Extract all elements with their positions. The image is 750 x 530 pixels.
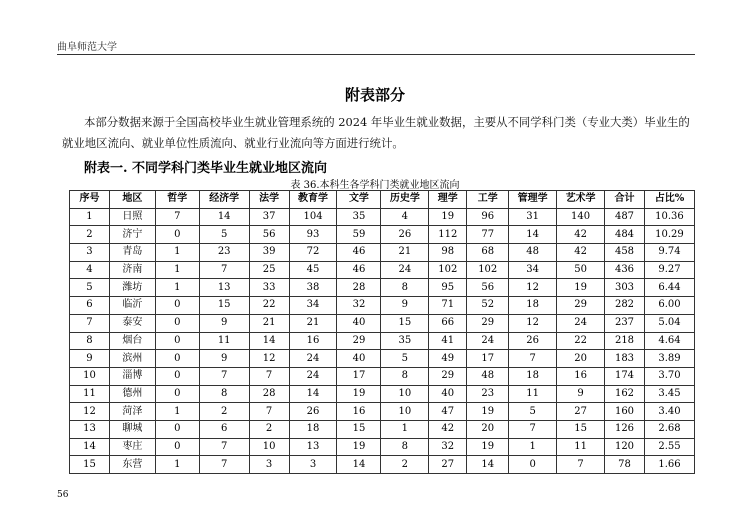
intro-paragraph: 本部分数据来源于全国高校毕业生就业管理系统的 2024 年毕业生就业数据，主要从不同学科门类（专业大类）毕业生的就业地区流向、就业单位性质流向、就业行业流向等方面进行统计。 <box>62 115 690 150</box>
table-cell: 59 <box>337 226 381 244</box>
table-cell: 2 <box>70 226 110 244</box>
table-row <box>70 314 695 332</box>
table-row <box>70 420 695 438</box>
table-cell: 5 <box>199 226 249 244</box>
table-cell: 40 <box>337 350 381 368</box>
table-cell: 6.00 <box>644 297 694 315</box>
table-cell: 7 <box>199 261 249 279</box>
table-cell: 18 <box>509 297 557 315</box>
column-header: 法学 <box>249 191 289 209</box>
table-cell: 160 <box>605 403 645 421</box>
table-cell: 7 <box>509 420 557 438</box>
table-cell: 24 <box>289 367 337 385</box>
column-header: 艺术学 <box>557 191 605 209</box>
table-cell: 0 <box>155 420 199 438</box>
table-cell: 14 <box>199 208 249 226</box>
table-cell: 0 <box>155 385 199 403</box>
table-cell: 15 <box>337 420 381 438</box>
table-cell: 26 <box>381 226 429 244</box>
table-cell: 42 <box>557 244 605 262</box>
table-cell: 102 <box>429 261 467 279</box>
table-cell: 15 <box>70 456 110 474</box>
table-cell: 12 <box>249 350 289 368</box>
table-cell: 66 <box>429 314 467 332</box>
table-row <box>70 350 695 368</box>
table-cell: 93 <box>289 226 337 244</box>
table-cell: 112 <box>429 226 467 244</box>
table-cell: 32 <box>429 438 467 456</box>
table-cell: 4 <box>381 208 429 226</box>
table-cell: 2.55 <box>644 438 694 456</box>
table-cell: 2 <box>381 456 429 474</box>
header-rule <box>57 54 695 55</box>
table-cell: 20 <box>467 420 509 438</box>
table-cell: 14 <box>70 438 110 456</box>
table-cell: 458 <box>605 244 645 262</box>
table-cell: 29 <box>337 332 381 350</box>
table-cell: 12 <box>70 403 110 421</box>
table-cell: 33 <box>249 279 289 297</box>
table-row <box>70 261 695 279</box>
table-cell: 102 <box>467 261 509 279</box>
table-cell: 日照 <box>109 208 155 226</box>
table-cell: 50 <box>557 261 605 279</box>
table-cell: 72 <box>289 244 337 262</box>
table-cell: 21 <box>289 314 337 332</box>
table-cell: 10.29 <box>644 226 694 244</box>
table-cell: 10.36 <box>644 208 694 226</box>
table-cell: 7 <box>249 367 289 385</box>
column-header: 合计 <box>605 191 645 209</box>
table-cell: 12 <box>509 314 557 332</box>
table-cell: 42 <box>557 226 605 244</box>
table-cell: 0 <box>155 314 199 332</box>
table-cell: 13 <box>289 438 337 456</box>
table-cell: 19 <box>337 438 381 456</box>
column-header: 经济学 <box>199 191 249 209</box>
table-cell: 19 <box>467 403 509 421</box>
table-cell: 19 <box>557 279 605 297</box>
table-cell: 9 <box>557 385 605 403</box>
table-cell: 4 <box>70 261 110 279</box>
table-cell: 78 <box>605 456 645 474</box>
table-cell: 淄博 <box>109 367 155 385</box>
table-cell: 45 <box>289 261 337 279</box>
table-cell: 21 <box>381 244 429 262</box>
table-cell: 5 <box>381 350 429 368</box>
table-cell: 1 <box>509 438 557 456</box>
table-cell: 120 <box>605 438 645 456</box>
table-cell: 3.40 <box>644 403 694 421</box>
table-cell: 26 <box>509 332 557 350</box>
table-cell: 174 <box>605 367 645 385</box>
table-cell: 13 <box>70 420 110 438</box>
table-cell: 40 <box>429 385 467 403</box>
table-cell: 19 <box>467 438 509 456</box>
table-cell: 3 <box>289 456 337 474</box>
table-cell: 7 <box>199 367 249 385</box>
table-cell: 35 <box>337 208 381 226</box>
table-cell: 3.45 <box>644 385 694 403</box>
table-row <box>70 456 695 474</box>
table-cell: 7 <box>155 208 199 226</box>
table-cell: 52 <box>467 297 509 315</box>
table-cell: 16 <box>557 367 605 385</box>
table-cell: 29 <box>429 367 467 385</box>
table-cell: 1 <box>155 279 199 297</box>
table-cell: 3.89 <box>644 350 694 368</box>
table-cell: 6.44 <box>644 279 694 297</box>
table-cell: 12 <box>509 279 557 297</box>
table-cell: 42 <box>429 420 467 438</box>
table-row <box>70 367 695 385</box>
table-cell: 17 <box>337 367 381 385</box>
table-cell: 13 <box>199 279 249 297</box>
table-cell: 28 <box>249 385 289 403</box>
table-cell: 21 <box>249 314 289 332</box>
table-cell: 14 <box>337 456 381 474</box>
table-cell: 18 <box>289 420 337 438</box>
table-cell: 济宁 <box>109 226 155 244</box>
table-cell: 16 <box>289 332 337 350</box>
table-cell: 436 <box>605 261 645 279</box>
table-cell: 14 <box>467 456 509 474</box>
table-cell: 218 <box>605 332 645 350</box>
table-row <box>70 403 695 421</box>
column-header: 占比% <box>644 191 694 209</box>
table-row <box>70 332 695 350</box>
table-cell: 22 <box>249 297 289 315</box>
table-cell: 487 <box>605 208 645 226</box>
running-header: 曲阜师范大学 <box>57 42 117 53</box>
table-cell: 枣庄 <box>109 438 155 456</box>
table-cell: 10 <box>70 367 110 385</box>
table-cell: 49 <box>429 350 467 368</box>
table-cell: 15 <box>381 314 429 332</box>
table-cell: 青岛 <box>109 244 155 262</box>
table-cell: 9.27 <box>644 261 694 279</box>
table-cell: 2 <box>199 403 249 421</box>
table-cell: 68 <box>467 244 509 262</box>
table-cell: 聊城 <box>109 420 155 438</box>
table-row <box>70 226 695 244</box>
table-cell: 20 <box>557 350 605 368</box>
table-cell: 24 <box>467 332 509 350</box>
table-row <box>70 438 695 456</box>
table-cell: 27 <box>557 403 605 421</box>
table-cell: 14 <box>289 385 337 403</box>
table-cell: 95 <box>429 279 467 297</box>
table-cell: 德州 <box>109 385 155 403</box>
table-cell: 4.64 <box>644 332 694 350</box>
table-cell: 8 <box>381 438 429 456</box>
column-header: 文学 <box>337 191 381 209</box>
table-cell: 1 <box>155 261 199 279</box>
table-cell: 11 <box>199 332 249 350</box>
table-cell: 7 <box>557 456 605 474</box>
column-header: 地区 <box>109 191 155 209</box>
table-cell: 0 <box>155 332 199 350</box>
table-cell: 8 <box>381 367 429 385</box>
table-cell: 5 <box>509 403 557 421</box>
table-cell: 22 <box>557 332 605 350</box>
table-header-row <box>70 191 695 209</box>
column-header: 哲学 <box>155 191 199 209</box>
table-cell: 9.74 <box>644 244 694 262</box>
table-cell: 34 <box>289 297 337 315</box>
table-cell: 25 <box>249 261 289 279</box>
table-cell: 39 <box>249 244 289 262</box>
table-cell: 5.04 <box>644 314 694 332</box>
table-cell: 98 <box>429 244 467 262</box>
table-cell: 0 <box>155 367 199 385</box>
table-cell: 东营 <box>109 456 155 474</box>
table-cell: 29 <box>467 314 509 332</box>
table-cell: 菏泽 <box>109 403 155 421</box>
table-cell: 31 <box>509 208 557 226</box>
table-cell: 14 <box>509 226 557 244</box>
table-cell: 10 <box>249 438 289 456</box>
table-cell: 34 <box>509 261 557 279</box>
table-cell: 303 <box>605 279 645 297</box>
table-cell: 14 <box>249 332 289 350</box>
table-cell: 48 <box>509 244 557 262</box>
table-cell: 183 <box>605 350 645 368</box>
table-cell: 11 <box>557 438 605 456</box>
table-cell: 5 <box>70 279 110 297</box>
table-cell: 9 <box>199 314 249 332</box>
table-row <box>70 244 695 262</box>
table-cell: 11 <box>70 385 110 403</box>
table-cell: 104 <box>289 208 337 226</box>
table-cell: 11 <box>509 385 557 403</box>
table-cell: 2.68 <box>644 420 694 438</box>
table-cell: 48 <box>467 367 509 385</box>
table-cell: 0 <box>155 226 199 244</box>
table-cell: 1 <box>381 420 429 438</box>
table-cell: 37 <box>249 208 289 226</box>
table-cell: 26 <box>289 403 337 421</box>
table-cell: 41 <box>429 332 467 350</box>
table-cell: 484 <box>605 226 645 244</box>
table-cell: 15 <box>557 420 605 438</box>
table-cell: 7 <box>70 314 110 332</box>
table-cell: 8 <box>70 332 110 350</box>
column-header: 序号 <box>70 191 110 209</box>
table-cell: 23 <box>467 385 509 403</box>
column-header: 历史学 <box>381 191 429 209</box>
table-cell: 3 <box>249 456 289 474</box>
table-cell: 282 <box>605 297 645 315</box>
table-cell: 1 <box>70 208 110 226</box>
region-flow-table <box>69 190 695 474</box>
table-cell: 16 <box>337 403 381 421</box>
table-cell: 35 <box>381 332 429 350</box>
table-cell: 0 <box>509 456 557 474</box>
table-row <box>70 297 695 315</box>
page-number: 56 <box>57 490 69 500</box>
table-row <box>70 279 695 297</box>
table-cell: 6 <box>199 420 249 438</box>
table-cell: 19 <box>337 385 381 403</box>
table-cell: 7 <box>249 403 289 421</box>
table-cell: 19 <box>429 208 467 226</box>
table-cell: 27 <box>429 456 467 474</box>
table-cell: 7 <box>199 456 249 474</box>
column-header: 教育学 <box>289 191 337 209</box>
table-cell: 10 <box>381 403 429 421</box>
table-cell: 9 <box>199 350 249 368</box>
table-row <box>70 208 695 226</box>
table-cell: 71 <box>429 297 467 315</box>
table-cell: 47 <box>429 403 467 421</box>
table-cell: 24 <box>557 314 605 332</box>
table-cell: 泰安 <box>109 314 155 332</box>
table-cell: 0 <box>155 297 199 315</box>
table-cell: 1.66 <box>644 456 694 474</box>
table-cell: 46 <box>337 244 381 262</box>
table-cell: 77 <box>467 226 509 244</box>
table-cell: 96 <box>467 208 509 226</box>
table-cell: 237 <box>605 314 645 332</box>
table-cell: 8 <box>199 385 249 403</box>
table-cell: 滨州 <box>109 350 155 368</box>
table-cell: 32 <box>337 297 381 315</box>
table-cell: 140 <box>557 208 605 226</box>
table-cell: 46 <box>337 261 381 279</box>
table-caption: 表 36.本科生各学科门类就业地区流向 <box>290 180 460 191</box>
section-title: 附表部分 <box>344 86 405 104</box>
table-cell: 烟台 <box>109 332 155 350</box>
table-cell: 1 <box>155 456 199 474</box>
column-header: 理学 <box>429 191 467 209</box>
table-cell: 29 <box>557 297 605 315</box>
table-cell: 7 <box>509 350 557 368</box>
appendix-subtitle: 附表一. 不同学科门类毕业生就业地区流向 <box>84 161 328 176</box>
table-cell: 1 <box>155 403 199 421</box>
table-cell: 38 <box>289 279 337 297</box>
table-cell: 济南 <box>109 261 155 279</box>
table-cell: 56 <box>249 226 289 244</box>
table-cell: 2 <box>249 420 289 438</box>
table-cell: 10 <box>381 385 429 403</box>
table-cell: 40 <box>337 314 381 332</box>
table-cell: 28 <box>337 279 381 297</box>
table-cell: 0 <box>155 438 199 456</box>
table-cell: 23 <box>199 244 249 262</box>
table-cell: 6 <box>70 297 110 315</box>
table-cell: 9 <box>70 350 110 368</box>
table-row <box>70 385 695 403</box>
table-cell: 126 <box>605 420 645 438</box>
table-cell: 1 <box>155 244 199 262</box>
table-cell: 3 <box>70 244 110 262</box>
table-cell: 临沂 <box>109 297 155 315</box>
table-cell: 24 <box>289 350 337 368</box>
table-cell: 18 <box>509 367 557 385</box>
table-cell: 0 <box>155 350 199 368</box>
table-cell: 9 <box>381 297 429 315</box>
column-header: 管理学 <box>509 191 557 209</box>
table-cell: 56 <box>467 279 509 297</box>
table-cell: 潍坊 <box>109 279 155 297</box>
table-cell: 15 <box>199 297 249 315</box>
table-cell: 3.70 <box>644 367 694 385</box>
column-header: 工学 <box>467 191 509 209</box>
table-cell: 17 <box>467 350 509 368</box>
table-cell: 24 <box>381 261 429 279</box>
table-cell: 8 <box>381 279 429 297</box>
table-cell: 162 <box>605 385 645 403</box>
table-cell: 7 <box>199 438 249 456</box>
